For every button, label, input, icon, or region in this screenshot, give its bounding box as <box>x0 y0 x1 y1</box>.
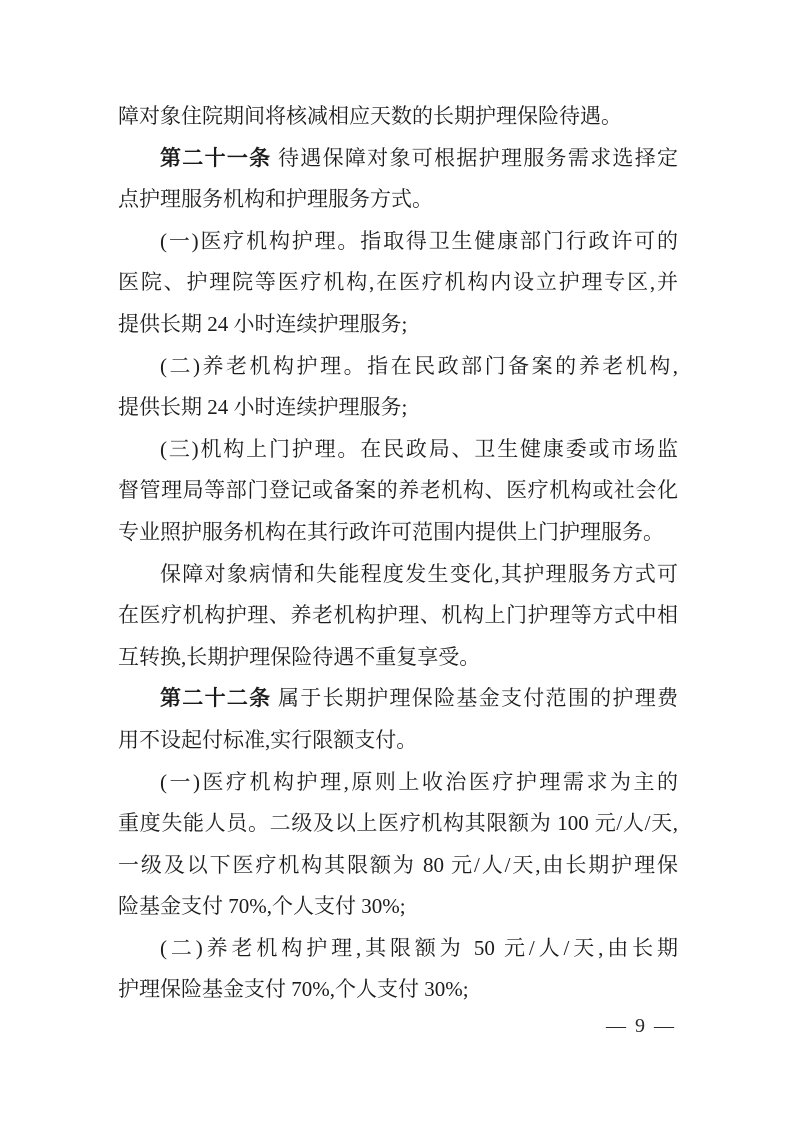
clause-2-line: (二)养老机构护理,其限额为 50 元/人/天,由长期 <box>160 935 678 960</box>
body-line: 保障对象病情和失能程度发生变化,其护理服务方式可 <box>160 561 678 586</box>
document-body <box>118 96 678 1011</box>
page-number: — 9 — <box>606 1015 676 1037</box>
article-22-heading-line <box>118 678 678 720</box>
clause-1-line: (一)医疗机构护理。指取得卫生健康部门行政许可的 <box>160 228 678 253</box>
body-line: 督管理局等部门登记或备案的养老机构、医疗机构或社会化 <box>118 478 678 503</box>
body-line: 医院、护理院等医疗机构,在医疗机构内设立护理专区,并 <box>118 270 678 295</box>
body-line: 障对象住院期间将核减相应天数的长期护理保险待遇。 <box>118 104 622 128</box>
body-line: 在医疗机构护理、养老机构护理、机构上门护理等方式中相 <box>118 603 678 628</box>
clause-1-line: (一)医疗机构护理,原则上收治医疗护理需求为主的 <box>160 769 678 794</box>
body-line: 互转换,长期护理保险待遇不重复享受。 <box>118 644 481 669</box>
article-21-label: 第二十一条 <box>160 145 272 170</box>
body-line-text: 待遇保障对象可根据护理服务需求选择定 <box>271 145 678 170</box>
article-21-heading-line <box>118 138 678 180</box>
body-line: 提供长期 24 小时连续护理服务; <box>118 395 408 420</box>
article-22-label: 第二十二条 <box>160 686 272 711</box>
body-line-text: 属于长期护理保险基金支付范围的护理费 <box>271 686 678 711</box>
body-line: 点护理服务机构和护理服务方式。 <box>118 187 433 212</box>
body-line: 用不设起付标准,实行限额支付。 <box>118 727 418 752</box>
clause-2-line: (二)养老机构护理。指在民政部门备案的养老机构, <box>160 353 678 378</box>
body-line: 护理保险基金支付 70%,个人支付 30%; <box>118 977 469 1002</box>
body-line: 提供长期 24 小时连续护理服务; <box>118 311 408 336</box>
body-line: 险基金支付 70%,个人支付 30%; <box>118 894 406 919</box>
body-line: 重度失能人员。二级及以上医疗机构其限额为 100 元/人/天, <box>118 811 678 836</box>
body-line: 专业照护服务机构在其行政许可范围内提供上门护理服务。 <box>118 519 664 544</box>
body-line: 一级及以下医疗机构其限额为 80 元/人/天,由长期护理保 <box>118 852 678 877</box>
clause-3-line: (三)机构上门护理。在民政局、卫生健康委或市场监 <box>160 436 678 461</box>
